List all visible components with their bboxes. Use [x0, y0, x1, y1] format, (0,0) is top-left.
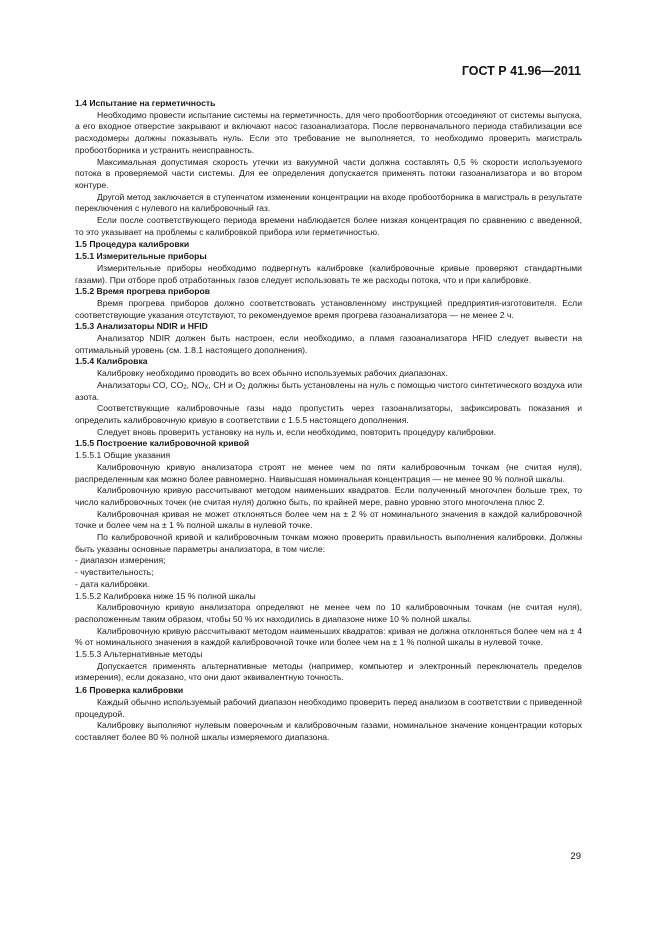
paragraph: Анализатор NDIR должен быть настроен, если необходимо, а пламя газоанализатора HFID следует вывести на оптимальный уровень (см. 1.8.1 настоящего дополнения).: [75, 333, 582, 355]
paragraph: Следует вновь проверить установку на нуль и, если необходимо, повторить процедуру калибровки.: [97, 426, 497, 437]
paragraph: Калибровочную кривую рассчитывают методом наименьших квадратов. Если полученный многочлен больше трех, то число калибровочных точек (не считая нуля) должно быть, по крайней мере, равно уровню этого многочлена плюс 2.: [75, 485, 582, 507]
document-body: [75, 98, 582, 744]
section-1-5-5-1-heading: 1.5.5.1 Общие указания: [75, 450, 171, 461]
text-run: должны быть установлены на нуль с помощью чистого синтетического воздуха или азота.: [75, 379, 582, 402]
paragraph: Калибровку необходимо проводить во всех обычно используемых рабочих диапазонах.: [97, 368, 448, 379]
text-run: Анализаторы CO, CO: [97, 379, 184, 390]
text-run: , CH и O: [208, 379, 243, 390]
paragraph: Калибровочную кривую рассчитывают методом наименьших квадратов: кривая не должна отклоняться более чем на ± 4 % от номинального значения в каждой калибровочной точке или более чем на ± 1 % полной шкалы в нулевой точке.: [75, 625, 582, 648]
list-item: - дата калибровки.: [75, 578, 150, 589]
list-item: - чувствительность;: [75, 567, 154, 578]
section-1-5-5-2-heading: 1.5.5.2 Калибровка ниже 15 % полной шкалы: [75, 590, 256, 601]
paragraph: Необходимо провести испытание системы на герметичность, для чего пробоотборник отсоединяют от системы выпуска, а его входное отверстие закрывают и включают насос газоанализатора. После первоначального периода стабилизации все расходомеры должны показывать нуль. Если это требование не выполняется, то необходимо проверить магистраль пробоотборника и устранить неисправность.: [75, 109, 582, 155]
paragraph-analyzers: [75, 380, 582, 403]
paragraph: Допускается применять альтернативные методы (например, компьютер и электронный переключатель пределов измерения), если доказано, что они дают эквивалентную точность.: [75, 660, 582, 683]
paragraph: Калибровку выполняют нулевым поверочным и калибровочным газами, номинальное значение концентрации которых составляет более 80 % полной шкалы измеряемого диапазона.: [75, 720, 582, 742]
page-number: 29: [570, 851, 581, 862]
section-1-5-3-heading: 1.5.3 Анализаторы NDIR и HFID: [75, 321, 208, 332]
paragraph: Соответствующие калибровочные газы надо пропустить через газоанализаторы, зафиксировать показания и определить калибровочную кривую в соответствии с 1.5.5 настоящего дополнения.: [75, 403, 582, 425]
section-1-5-2-heading: 1.5.2 Время прогрева приборов: [75, 286, 211, 297]
section-1-5-5-heading: 1.5.5 Построение калибровочной кривой: [75, 438, 250, 449]
subscript: 2: [242, 384, 246, 391]
paragraph: Каждый обычно используемый рабочий диапазон необходимо проверить перед анализом в соответствии с приведенной процедурой.: [75, 696, 582, 719]
subscript: X: [204, 384, 209, 391]
standard-number: ГОСТ Р 41.96—2011: [461, 64, 581, 78]
section-1-5-heading: 1.5 Процедура калибровки: [75, 239, 190, 250]
subscript: 2: [183, 384, 187, 391]
paragraph: Измерительные приборы необходимо подвергнуть калибровке (калибровочные кривые проверяют стандартными газами). При отборе проб отработанных газов следует использовать те же расходы потока, что и при калибровке.: [75, 262, 582, 285]
section-1-5-1-heading: 1.5.1 Измерительные приборы: [75, 251, 207, 262]
section-1-5-4-heading: 1.5.4 Калибровка: [75, 356, 148, 367]
text-run: , NO: [186, 379, 205, 390]
paragraph: Если после соответствующего периода времени наблюдается более низкая концентрация по сравнению с введенной, то это указывает на проблемы с калибровкой прибора или герметичностью.: [75, 215, 582, 237]
paragraph: По калибровочной кривой и калибровочным точкам можно проверить правильность выполнения калибровки. Должны быть указаны основные параметры анализатора, в том числе:: [75, 532, 582, 554]
section-1-6-heading: 1.6 Проверка калибровки: [75, 685, 184, 696]
paragraph: Другой метод заключается в ступенчатом изменении концентрации на входе пробоотборника в магистраль в результате переключения с нулевого на калибровочный газ.: [75, 191, 582, 214]
paragraph: Калибровочная кривая не может отклоняться более чем на ± 2 % от номинального значения в каждой калибровочной точке и более чем на ± 1 % полной шкалы в нулевой точке.: [75, 508, 582, 531]
paragraph: Максимальная допустимая скорость утечки из вакуумной части должна составлять 0,5 % скорости используемого потока в проверяемой части системы. Для ее определения допускается применять потоки газоанализатора и во втором контуре.: [75, 156, 582, 190]
section-1-5-5-3-heading: 1.5.5.3 Альтернативные методы: [75, 649, 203, 660]
list-item: - диапазон измерения;: [75, 555, 166, 566]
section-1-4-heading: 1.4 Испытание на герметичность: [75, 98, 216, 108]
paragraph: Калибровочную кривую анализатора определяют не менее чем по 10 калибровочным точкам (не считая нуля), расположенным таким образом, чтобы 50 % их находились в диапазоне ниже 10 % полной шкалы.: [75, 602, 582, 624]
paragraph: Время прогрева приборов должно соответствовать установленному инструкцией предприятия-изготовителя. Если соответствующие указания отсутствуют, то рекомендуемое время прогрева газоанализатора — не менее 2 ч.: [75, 297, 582, 320]
paragraph: Калибровочную кривую анализатора строят не менее чем по пяти калибровочным точкам (не считая нуля), распределенным как можно более равномерно. Наивысшая номинальная концентрация — не менее 90 % полной шкалы.: [75, 461, 582, 484]
